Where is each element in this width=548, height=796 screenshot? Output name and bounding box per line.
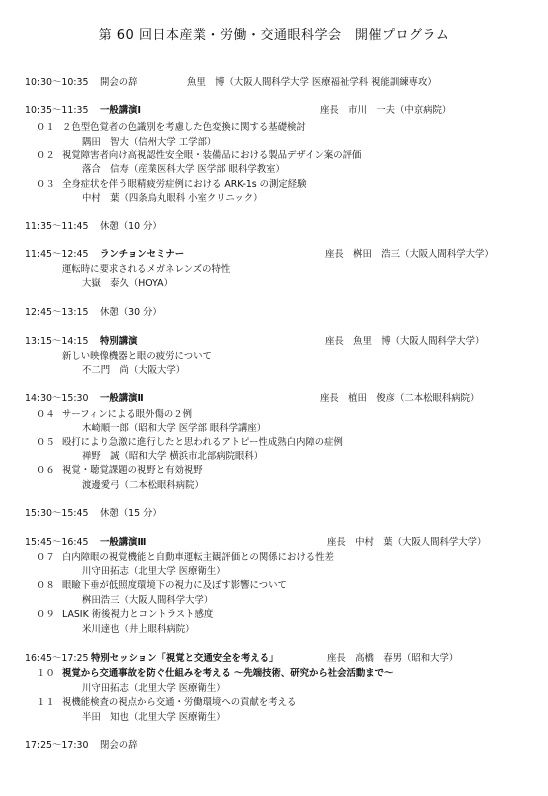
- opening-label: 開会の辞: [100, 77, 138, 88]
- item-number: ０８: [36, 580, 55, 591]
- item-speaker: 隅田 智大（信州大学 工学部）: [82, 137, 217, 148]
- item-number: ０２: [36, 150, 55, 161]
- break-label: 休憩（10 分）: [100, 221, 162, 232]
- item-speaker: 川守田拓志（北里大学 医療衛生）: [82, 566, 226, 577]
- session-time: 15:45～16:45: [25, 537, 89, 548]
- item-title: 新しい映像機器と眼の疲労について: [62, 351, 212, 362]
- item-title: 視覚障害者向け高視認性安全眼・装備品における製品デザイン案の評価: [62, 150, 362, 161]
- item-number: ０６: [36, 465, 55, 476]
- item-title: ２色型色覚者の色識別を考慮した色変換に関する基礎検討: [62, 122, 306, 133]
- break-time: 11:35～11:45: [25, 221, 89, 232]
- break-time: 15:30～15:45: [25, 508, 89, 519]
- item-number: ０３: [36, 179, 55, 190]
- item-number: ０５: [36, 437, 55, 448]
- session-label: 一般講演Ⅰ: [100, 105, 141, 116]
- session-time: 14:30～15:30: [25, 393, 89, 404]
- item-title: 視機能検査の視点から交通・労働環境への貢献を考える: [62, 697, 297, 708]
- item-speaker: 中村 葉（四条烏丸眼科 小室クリニック）: [82, 193, 263, 204]
- item-number: ０１: [36, 122, 55, 133]
- session-time: 16:45～17:25: [25, 653, 89, 664]
- session-chair: 座長 中村 葉（大阪人間科学大学）: [327, 537, 487, 548]
- item-speaker: 川守田拓志（北里大学 医療衛生）: [82, 683, 226, 694]
- item-speaker: 米川達也（井上眼科病院）: [82, 624, 195, 635]
- item-number: １１: [36, 697, 55, 708]
- item-speaker: 桝田浩三（大阪人間科学大学）: [82, 595, 214, 606]
- session-label: 一般講演Ⅱ: [100, 393, 144, 404]
- item-speaker: 禅野 誠（昭和大学 横浜市北部病院眼科）: [82, 451, 264, 462]
- closing-label: 閉会の辞: [100, 740, 138, 751]
- session-label: 特別セッション「視覚と交通安全を考える」: [91, 653, 279, 664]
- item-number: ０４: [36, 409, 55, 420]
- session-label: 特別講演: [100, 336, 138, 347]
- item-speaker: 不二門 尚（大阪大学）: [82, 365, 186, 376]
- session-chair: 座長 魚里 博（大阪人間科学大学）: [325, 336, 485, 347]
- item-title: 視覚・聴覚課題の視野と有効視野: [62, 465, 203, 476]
- item-title: 殴打により急激に進行したと思われるアトピー性成熟白内障の症例: [62, 437, 343, 448]
- break-time: 12:45～13:15: [25, 307, 89, 318]
- item-speaker: 渡邊愛弓（二本松眼科病院）: [82, 480, 204, 491]
- session-label: ランチョンセミナー: [100, 249, 185, 260]
- session-time: 13:15～14:15: [25, 336, 89, 347]
- item-title: LASIK 術後視力とコントラスト感度: [62, 609, 214, 620]
- session-time: 11:45～12:45: [25, 249, 89, 260]
- item-speaker: 大嶽 泰久（HOYA）: [82, 278, 173, 289]
- opening-time: 10:30～10:35: [25, 77, 89, 88]
- opening-person: 魚里 博（大阪人間科学大学 医療福祉学科 視能訓練専攻）: [187, 77, 437, 88]
- item-title: サーフィンによる眼外傷の２例: [62, 409, 193, 420]
- item-number: ０９: [36, 609, 55, 620]
- session-chair: 座長 植田 俊彦（二本松眼科病院）: [320, 393, 480, 404]
- page-title: 第 60 回日本産業・労働・交通眼科学会 開催プログラム: [98, 28, 450, 43]
- item-title: 白内障眼の視覚機能と自動車運転主観評価との関係における性差: [62, 552, 334, 563]
- item-title: 視覚から交通事故を防ぐ仕組みを考える ～先端技術、研究から社会活動まで～: [62, 668, 394, 679]
- session-chair: 座長 桝田 浩三（大阪人間科学大学）: [325, 249, 494, 260]
- item-number: １０: [36, 668, 55, 679]
- session-time: 10:35～11:35: [25, 105, 89, 116]
- item-title: 全身症状を伴う眼精疲労症例における ARK-1s の測定経験: [62, 179, 307, 190]
- item-number: ０７: [36, 552, 55, 563]
- session-chair: 座長 高橋 春男（昭和大学）: [327, 653, 459, 664]
- item-title: 運転時に要求されるメガネレンズの特性: [62, 264, 231, 275]
- item-speaker: 半田 知也（北里大学 医療衛生）: [82, 712, 226, 723]
- session-chair: 座長 市川 一夫（中京病院）: [320, 105, 452, 116]
- break-label: 休憩（15 分）: [100, 508, 162, 519]
- session-label: 一般講演Ⅲ: [100, 537, 147, 548]
- closing-time: 17:25～17:30: [25, 740, 89, 751]
- item-speaker: 木崎順一郎（昭和大学 医学部 眼科学講座）: [82, 423, 267, 434]
- item-title: 眼瞼下垂が低照度環境下の視力に及ぼす影響について: [62, 580, 287, 591]
- break-label: 休憩（30 分）: [100, 307, 162, 318]
- item-speaker: 落合 信寿（産業医科大学 医学部 眼科学教室）: [82, 164, 285, 175]
